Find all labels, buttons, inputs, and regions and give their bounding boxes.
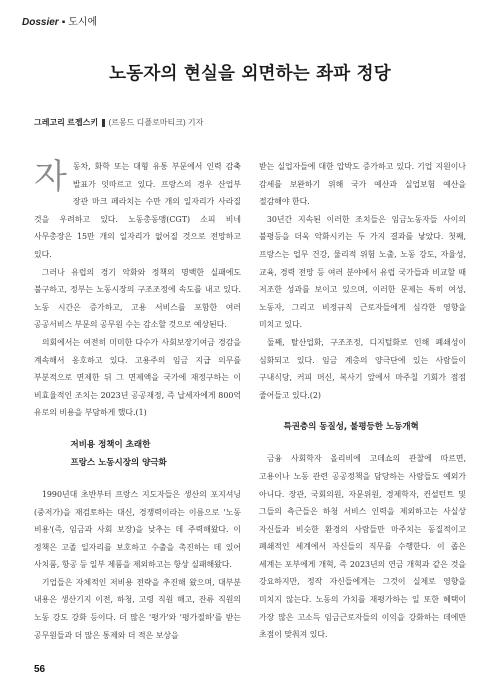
page-number: 56 xyxy=(34,664,46,675)
paragraph: 30년간 지속된 이러한 조치들은 임금노동자들 사이의 불평등을 더욱 악화시키는 두 가지 결과를 낳았다. 첫째, 프랑스는 업무 건강, 물리적 위험 노출, 노동 강도, 자율성, 교육, 경력 전망 등 여러 분야에서 유럽 국가들과 비교할 때 저조한 성과를 보이고 있으며, 이러한 문제는 특히 여성, 노동자, 그리고 비정규직 근로자들에게 심각한 영향을 미치고 있다. xyxy=(259,214,466,330)
author-name: 그레고리 르젭스키 xyxy=(34,118,99,127)
byline xyxy=(34,117,203,128)
paragraph: 금융 사회학자 올리비에 고데쇼의 관찰에 따르면, 고용이나 노동 관련 공공정책을 담당하는 사람들도 예외가 아니다. 장관, 국회의원, 자문위원, 경제학자, 컨설턴트 및 그들의 측근들은 하청 서비스 인력을 제외하고는 사실상 자신들과 비슷한 환경의 사람들만 마주치는 동질적이고 폐쇄적인 세계에서 자신들의 직무를 수행한다. 이 좁은 세계는 포부에게 개혁, 즉 2023년의 연금 개혁과 같은 것을 강요하지만, 정작 자신들에게는 그것이 실제로 영향을 미치지 않는다. 노동의 가치를 재평가하는 일 또한 혜택이 가장 많은 고소득 임금근로자들의 이익을 강화하는 데에만 초점이 맞춰져 있다. xyxy=(259,454,466,640)
category-label: 도시에 xyxy=(68,17,98,28)
section-label: Dossier xyxy=(22,17,59,28)
spacer xyxy=(259,436,466,450)
spacer xyxy=(34,472,241,486)
paragraph: 그러나 유럽의 경기 악화와 정책의 명백한 실패에도 불구하고, 정부는 노동시장의 구조조정에 속도를 내고 있다. 노동 시간은 증가하고, 고용 서비스를 포함한 여러 공공서비스 부문의 공무원 수는 감소할 것으로 예상된다. xyxy=(34,267,241,330)
paragraph: 기업들은 자체적인 저비용 전략을 추진해 왔으며, 대부분 내용은 생산기지 이전, 하청, 고령 직원 해고, 잔류 직원의 노동 강도 강화 등이다. 더 많은 '평가'와 '평가절하'를 받는 공무원들과 더 많은 통제와 더 적은 보상을 xyxy=(34,577,241,640)
paragraph xyxy=(34,158,241,264)
subheading-line: 프랑스 노동시장의 양극화 xyxy=(70,457,167,468)
section-separator: ▪ xyxy=(61,17,66,28)
left-column xyxy=(34,158,241,644)
spacer xyxy=(34,422,241,436)
byline-divider xyxy=(102,119,105,127)
paragraph: 의회에서는 여전히 미미한 다수가 사회보장기여금 경감을 계속해서 옹호하고 있다. 고용주의 임금 지급 의무를 부분적으로 면제한 뒤 그 면제액을 국가에 재정구하는 이 비효율적인 조치는 2023년 공공재정, 즉 납세자에게 800억 유로의 비용을 부담하게 했다.(1) xyxy=(34,337,241,418)
paragraph-text: 동차, 화학 또는 대형 유통 부문에서 인력 감축 발표가 잇따르고 있다. 프랑스의 경우 산업부 장관 마크 페라치는 수만 개의 일자리가 사라질 것을 우려하고 있다. 노동총동맹(CGT) 소피 비네 사무총장은 15만 개의 일자리가 없어질 것으로 전망하고 있다. xyxy=(34,162,241,259)
subheading: 특권층의 동질성, 불평등한 노동개혁 xyxy=(283,422,419,433)
section-header xyxy=(22,13,97,28)
drop-cap: 자 xyxy=(34,157,67,197)
subheading-line: 저비용 정책이 초래한 xyxy=(70,439,151,450)
author-affiliation: (르몽드 디플로마티크) 기자 xyxy=(108,118,204,127)
paragraph: 둘째, 탈산업화, 구조조정, 디지털화로 인해 폐쇄성이 심화되고 있다. 임금 계층의 양극단에 있는 사람들이 구내식당, 커피 머신, 복사기 앞에서 마주칠 기회가 점점 줄어들고 있다.(2) xyxy=(259,337,466,400)
paragraph: 받는 실업자들에 대한 압박도 증가하고 있다. 기업 지원이나 감세를 보완하기 위해 국가 예산과 실업보험 예산을 절감해야 한다. xyxy=(259,162,466,207)
right-column xyxy=(259,158,466,644)
article-title: 노동자의 현실을 외면하는 좌파 정당 xyxy=(109,64,391,84)
spacer xyxy=(259,404,466,418)
paragraph: 1990년대 초반부터 프랑스 지도자들은 생산의 포지셔닝(중저가)을 재검토하는 대신, 경쟁력이라는 이름으로 '노동 비용'(즉, 임금과 사회 보장)을 낮추는 데 주력해왔다. 이 정책은 고졸 일자리를 보호하고 수출을 촉진하는 데 있어 사치품, 항공 등 일부 제품을 제외하고는 항상 실패해왔다. xyxy=(34,489,241,570)
